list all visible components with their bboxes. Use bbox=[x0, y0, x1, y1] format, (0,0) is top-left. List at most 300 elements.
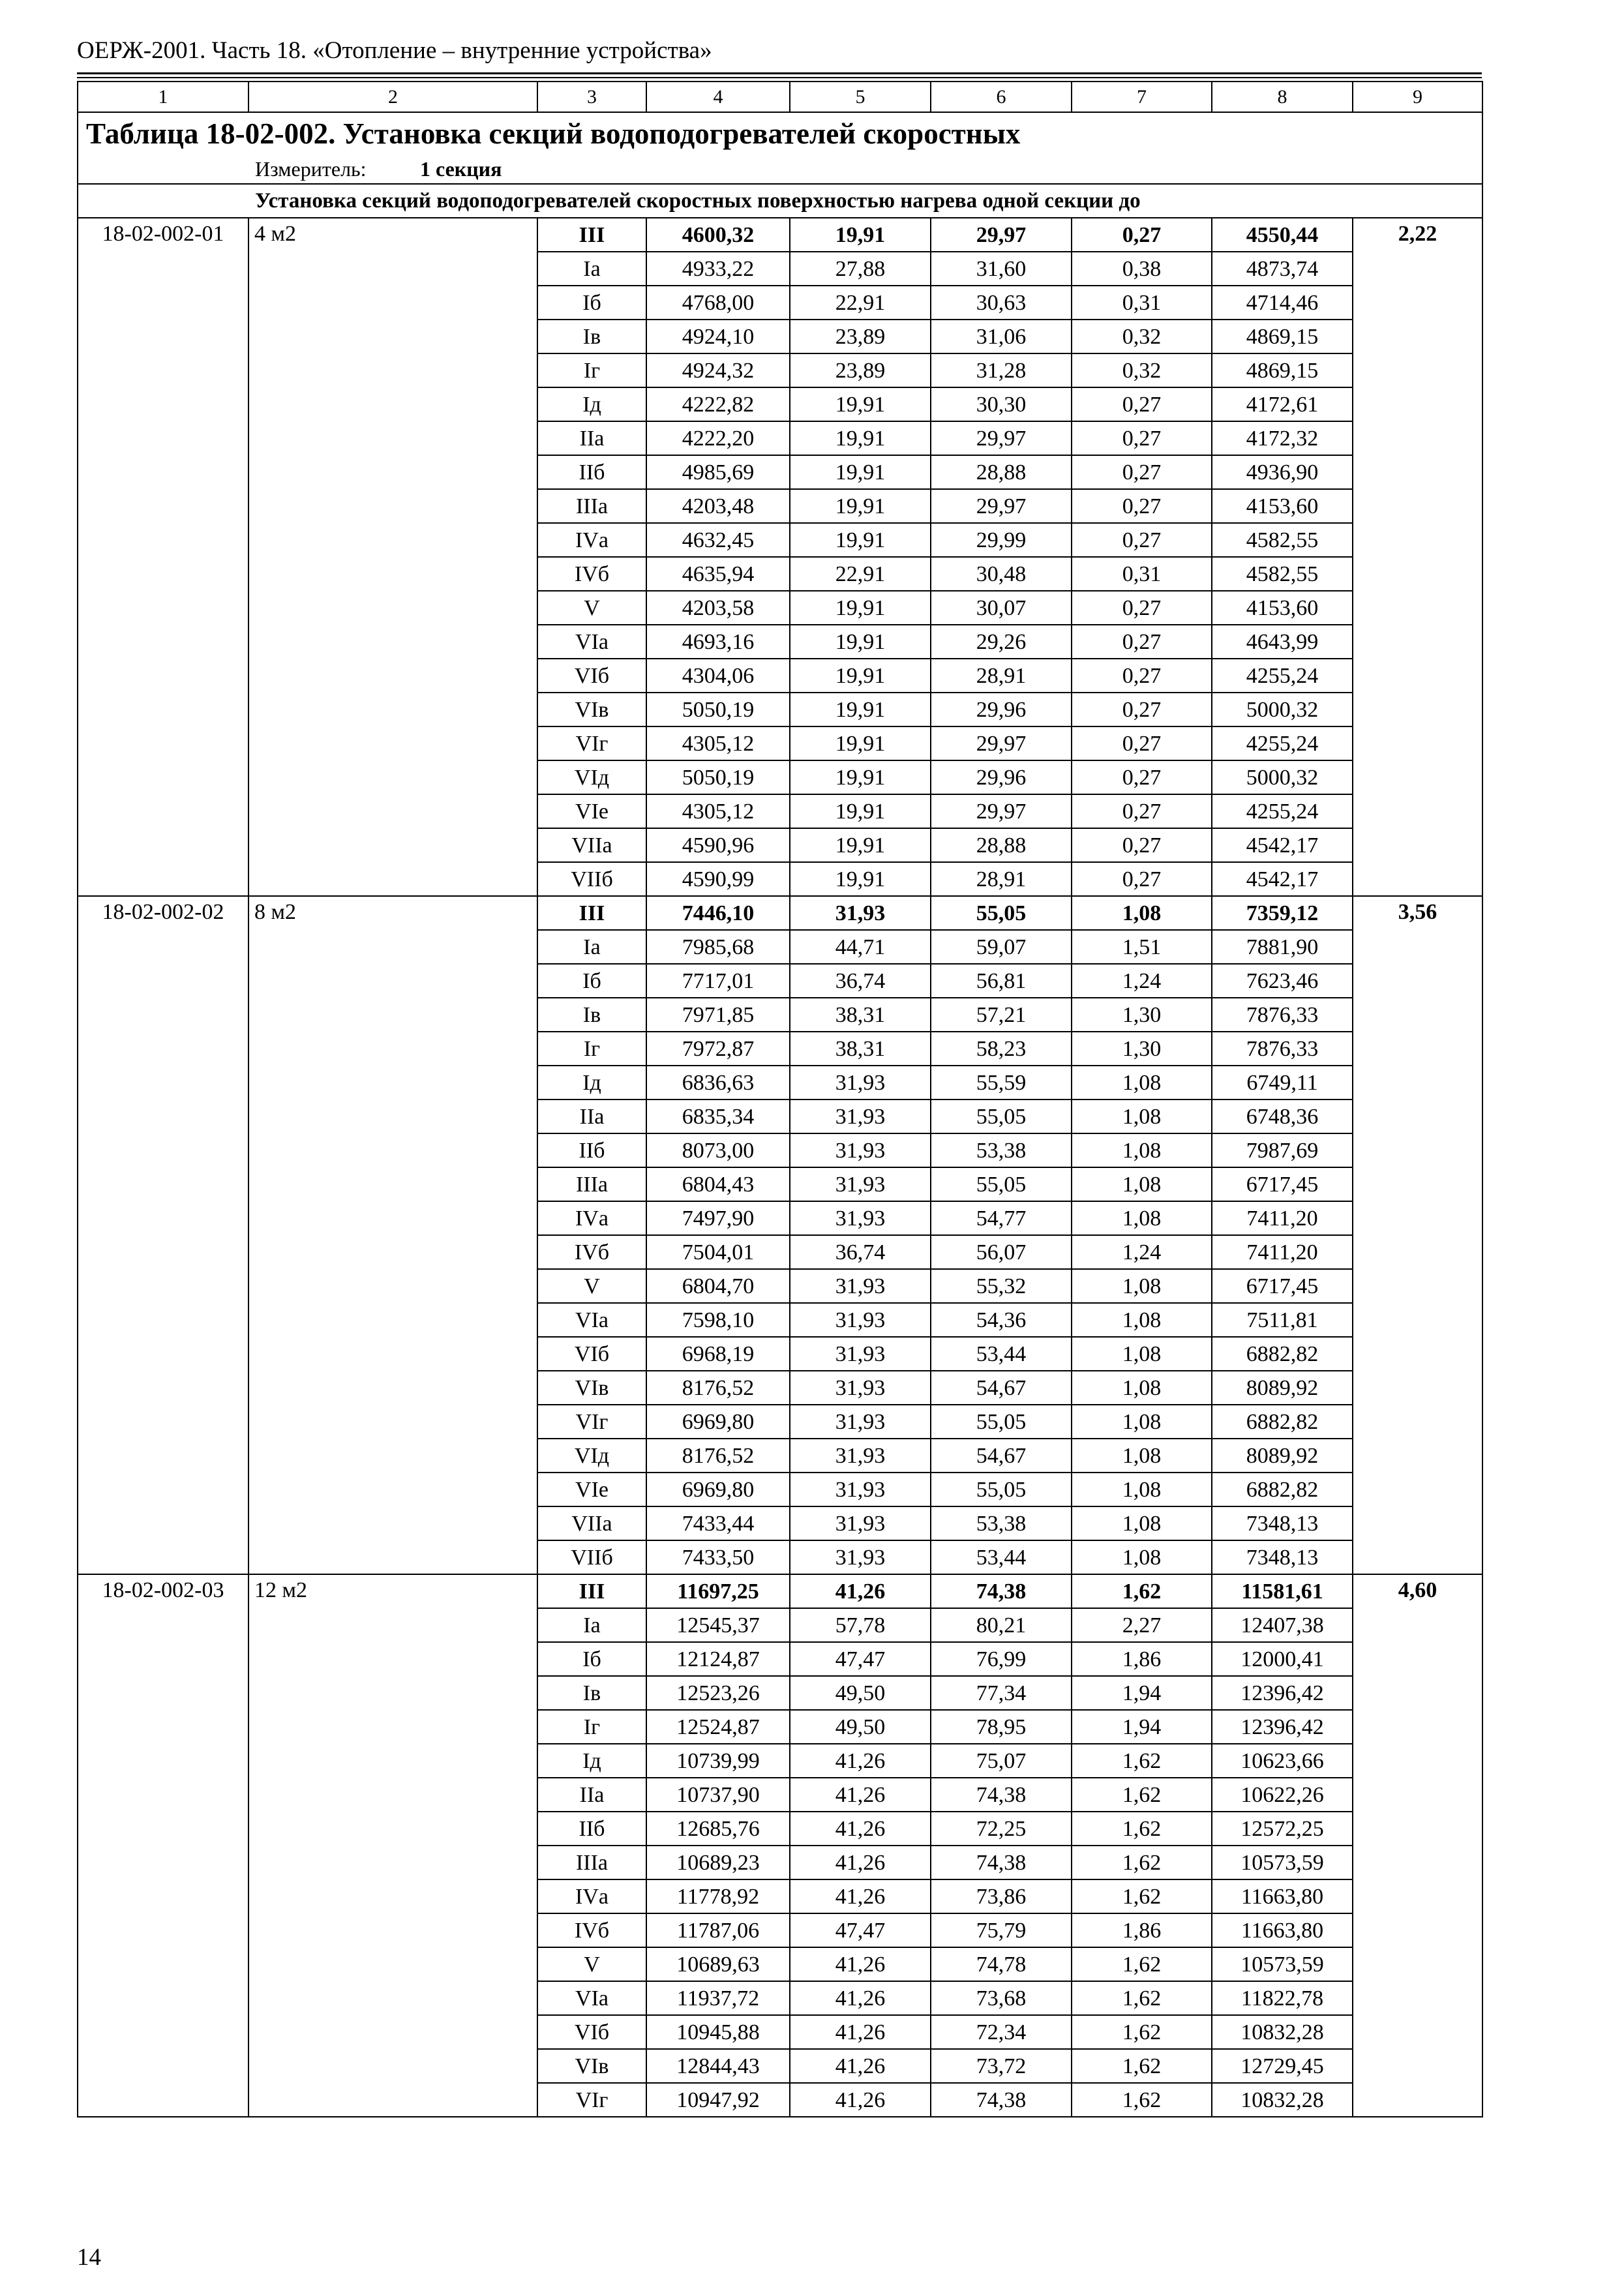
column-number: 4 bbox=[646, 82, 790, 112]
value-cell-col6: 29,97 bbox=[931, 218, 1072, 252]
value-cell-col5: 57,78 bbox=[790, 1608, 931, 1642]
value-cell-col4: 4924,32 bbox=[646, 353, 790, 387]
value-cell-col4: 12685,76 bbox=[646, 1812, 790, 1846]
value-cell-col4: 11937,72 bbox=[646, 1981, 790, 2015]
value-cell-col8: 4936,90 bbox=[1212, 455, 1353, 489]
value-cell-col8: 12000,41 bbox=[1212, 1642, 1353, 1676]
column-number: 1 bbox=[78, 82, 248, 112]
value-cell-col8: 5000,32 bbox=[1212, 760, 1353, 794]
tech-group-cell: VIб bbox=[537, 2015, 646, 2049]
tech-group-cell: VIIа bbox=[537, 1506, 646, 1540]
value-cell-col8: 11581,61 bbox=[1212, 1574, 1353, 1608]
value-cell-col7: 1,08 bbox=[1072, 1540, 1212, 1574]
value-cell-col7: 1,94 bbox=[1072, 1710, 1212, 1744]
header-rule-thin bbox=[77, 77, 1482, 78]
page-number: 14 bbox=[77, 2244, 101, 2271]
value-cell-col8: 12407,38 bbox=[1212, 1608, 1353, 1642]
value-cell-col8: 4582,55 bbox=[1212, 557, 1353, 591]
value-cell-col6: 55,05 bbox=[931, 1473, 1072, 1506]
value-cell-col6: 72,34 bbox=[931, 2015, 1072, 2049]
tech-group-cell: IIа bbox=[537, 1778, 646, 1812]
tech-group-cell: VIе bbox=[537, 1473, 646, 1506]
column-number: 7 bbox=[1072, 82, 1212, 112]
tech-group-cell: Iг bbox=[537, 353, 646, 387]
value-cell-col5: 41,26 bbox=[790, 1846, 931, 1879]
table-body bbox=[78, 82, 1482, 2117]
item-name: 12 м2 bbox=[248, 1574, 537, 2117]
value-cell-col5: 19,91 bbox=[790, 659, 931, 693]
value-cell-col6: 75,07 bbox=[931, 1744, 1072, 1778]
value-cell-col5: 31,93 bbox=[790, 1540, 931, 1574]
value-cell-col6: 53,38 bbox=[931, 1506, 1072, 1540]
value-cell-col7: 0,27 bbox=[1072, 760, 1212, 794]
tech-group-cell: Iв bbox=[537, 1676, 646, 1710]
value-cell-col8: 12729,45 bbox=[1212, 2049, 1353, 2083]
value-cell-col8: 10623,66 bbox=[1212, 1744, 1353, 1778]
tech-group-cell: VIIб bbox=[537, 862, 646, 896]
tech-group-cell: VIа bbox=[537, 625, 646, 659]
value-cell-col6: 28,91 bbox=[931, 659, 1072, 693]
tech-group-cell: Iб bbox=[537, 286, 646, 320]
value-cell-col8: 4714,46 bbox=[1212, 286, 1353, 320]
value-cell-col8: 5000,32 bbox=[1212, 693, 1353, 726]
value-cell-col7: 1,08 bbox=[1072, 1337, 1212, 1371]
tech-group-cell: Iд bbox=[537, 1066, 646, 1100]
tech-group-cell: Iд bbox=[537, 387, 646, 421]
tech-group-cell: Iа bbox=[537, 1608, 646, 1642]
value-cell-col7: 0,27 bbox=[1072, 794, 1212, 828]
value-cell-col5: 31,93 bbox=[790, 1167, 931, 1201]
tech-group-cell: VIб bbox=[537, 1337, 646, 1371]
value-cell-col6: 73,86 bbox=[931, 1879, 1072, 1913]
item-code: 18-02-002-02 bbox=[78, 896, 248, 1574]
value-cell-col5: 19,91 bbox=[790, 693, 931, 726]
value-cell-col8: 6882,82 bbox=[1212, 1337, 1353, 1371]
value-cell-col7: 1,62 bbox=[1072, 1744, 1212, 1778]
value-cell-col8: 8089,92 bbox=[1212, 1439, 1353, 1473]
tech-group-cell: IVа bbox=[537, 1201, 646, 1235]
value-cell-col4: 4203,48 bbox=[646, 489, 790, 523]
tech-group-cell: VIд bbox=[537, 760, 646, 794]
value-cell-col7: 0,32 bbox=[1072, 353, 1212, 387]
section-heading-row bbox=[78, 184, 1482, 218]
value-cell-col4: 6836,63 bbox=[646, 1066, 790, 1100]
value-cell-col6: 29,97 bbox=[931, 794, 1072, 828]
value-cell-col8: 4172,61 bbox=[1212, 387, 1353, 421]
value-cell-col6: 55,59 bbox=[931, 1066, 1072, 1100]
tech-group-cell: Iд bbox=[537, 1744, 646, 1778]
tech-group-cell: Iа bbox=[537, 930, 646, 964]
value-cell-col7: 1,08 bbox=[1072, 1506, 1212, 1540]
value-cell-col4: 8176,52 bbox=[646, 1439, 790, 1473]
value-cell-col8: 11663,80 bbox=[1212, 1879, 1353, 1913]
value-cell-col4: 4768,00 bbox=[646, 286, 790, 320]
value-cell-col8: 4582,55 bbox=[1212, 523, 1353, 557]
value-cell-col5: 31,93 bbox=[790, 1371, 931, 1405]
value-cell-col5: 19,91 bbox=[790, 523, 931, 557]
tech-group-cell: VIв bbox=[537, 693, 646, 726]
value-cell-col6: 31,06 bbox=[931, 320, 1072, 353]
value-cell-col4: 6804,70 bbox=[646, 1269, 790, 1303]
value-cell-col6: 73,68 bbox=[931, 1981, 1072, 2015]
value-cell-col8: 7359,12 bbox=[1212, 896, 1353, 930]
tech-group-cell: III bbox=[537, 218, 646, 252]
value-cell-col4: 7971,85 bbox=[646, 998, 790, 1032]
value-cell-col5: 31,93 bbox=[790, 1506, 931, 1540]
value-cell-col6: 73,72 bbox=[931, 2049, 1072, 2083]
value-cell-col5: 36,74 bbox=[790, 964, 931, 998]
value-cell-col4: 7504,01 bbox=[646, 1235, 790, 1269]
value-cell-col6: 28,88 bbox=[931, 455, 1072, 489]
value-cell-col6: 74,38 bbox=[931, 2083, 1072, 2117]
value-cell-col6: 78,95 bbox=[931, 1710, 1072, 1744]
meter-cell bbox=[78, 155, 1482, 184]
value-cell-col6: 28,88 bbox=[931, 828, 1072, 862]
value-cell-col8: 12396,42 bbox=[1212, 1676, 1353, 1710]
value-cell-col8: 11663,80 bbox=[1212, 1913, 1353, 1947]
value-cell-col5: 22,91 bbox=[790, 286, 931, 320]
value-cell-col8: 7881,90 bbox=[1212, 930, 1353, 964]
value-cell-col6: 55,05 bbox=[931, 1167, 1072, 1201]
tech-group-cell: VIг bbox=[537, 2083, 646, 2117]
value-cell-col8: 4643,99 bbox=[1212, 625, 1353, 659]
value-cell-col4: 10947,92 bbox=[646, 2083, 790, 2117]
value-cell-col7: 1,62 bbox=[1072, 1879, 1212, 1913]
value-cell-col5: 19,91 bbox=[790, 455, 931, 489]
tech-group-cell: IVа bbox=[537, 1879, 646, 1913]
value-cell-col6: 54,67 bbox=[931, 1371, 1072, 1405]
value-cell-col5: 41,26 bbox=[790, 2015, 931, 2049]
value-cell-col6: 29,97 bbox=[931, 726, 1072, 760]
value-cell-col8: 4550,44 bbox=[1212, 218, 1353, 252]
value-cell-col7: 1,62 bbox=[1072, 1947, 1212, 1981]
value-cell-col5: 31,93 bbox=[790, 1473, 931, 1506]
title-row bbox=[78, 112, 1482, 155]
value-cell-col4: 12844,43 bbox=[646, 2049, 790, 2083]
value-cell-col8: 10573,59 bbox=[1212, 1947, 1353, 1981]
value-cell-col7: 0,27 bbox=[1072, 523, 1212, 557]
value-cell-col5: 19,91 bbox=[790, 794, 931, 828]
value-cell-col4: 4222,20 bbox=[646, 421, 790, 455]
value-cell-col8: 7411,20 bbox=[1212, 1235, 1353, 1269]
value-cell-col8: 4255,24 bbox=[1212, 794, 1353, 828]
value-cell-col7: 1,62 bbox=[1072, 1812, 1212, 1846]
value-cell-col6: 31,60 bbox=[931, 252, 1072, 286]
value-cell-col5: 31,93 bbox=[790, 1337, 931, 1371]
value-cell-col5: 31,93 bbox=[790, 1133, 931, 1167]
header-rule bbox=[77, 72, 1482, 74]
value-cell-col7: 1,08 bbox=[1072, 1371, 1212, 1405]
column-number: 5 bbox=[790, 82, 931, 112]
value-cell-col7: 0,31 bbox=[1072, 286, 1212, 320]
value-cell-col5: 41,26 bbox=[790, 1879, 931, 1913]
value-cell-col5: 27,88 bbox=[790, 252, 931, 286]
tech-group-cell: IIIа bbox=[537, 1846, 646, 1879]
value-cell-col4: 7717,01 bbox=[646, 964, 790, 998]
value-cell-col7: 0,27 bbox=[1072, 218, 1212, 252]
tech-group-cell: IVб bbox=[537, 1235, 646, 1269]
column-number: 6 bbox=[931, 82, 1072, 112]
value-cell-col8: 7623,46 bbox=[1212, 964, 1353, 998]
tech-group-cell: VIе bbox=[537, 794, 646, 828]
value-cell-col4: 10689,63 bbox=[646, 1947, 790, 1981]
tech-group-cell: VIд bbox=[537, 1439, 646, 1473]
column-number: 3 bbox=[537, 82, 646, 112]
tech-group-cell: IIIа bbox=[537, 489, 646, 523]
value-cell-col7: 1,08 bbox=[1072, 1439, 1212, 1473]
value-cell-col8: 4153,60 bbox=[1212, 591, 1353, 625]
value-cell-col4: 8073,00 bbox=[646, 1133, 790, 1167]
value-cell-col5: 38,31 bbox=[790, 998, 931, 1032]
value-cell-col8: 12572,25 bbox=[1212, 1812, 1353, 1846]
value-cell-col5: 41,26 bbox=[790, 1744, 931, 1778]
value-cell-col6: 80,21 bbox=[931, 1608, 1072, 1642]
value-cell-col5: 38,31 bbox=[790, 1032, 931, 1066]
value-cell-col4: 4693,16 bbox=[646, 625, 790, 659]
value-cell-col7: 1,86 bbox=[1072, 1642, 1212, 1676]
value-cell-col4: 7433,50 bbox=[646, 1540, 790, 1574]
value-cell-col7: 1,08 bbox=[1072, 1405, 1212, 1439]
value-cell-col7: 1,08 bbox=[1072, 1100, 1212, 1133]
value-cell-col7: 0,32 bbox=[1072, 320, 1212, 353]
value-cell-col8: 6748,36 bbox=[1212, 1100, 1353, 1133]
value-cell-col8: 4542,17 bbox=[1212, 828, 1353, 862]
value-cell-col5: 47,47 bbox=[790, 1642, 931, 1676]
extra-value: 4,60 bbox=[1353, 1574, 1482, 2117]
value-cell-col5: 31,93 bbox=[790, 1439, 931, 1473]
value-cell-col4: 4632,45 bbox=[646, 523, 790, 557]
value-cell-col7: 1,62 bbox=[1072, 2083, 1212, 2117]
meter-label: Измеритель: bbox=[255, 157, 367, 181]
item-name: 8 м2 bbox=[248, 896, 537, 1574]
value-cell-col7: 1,62 bbox=[1072, 2049, 1212, 2083]
value-cell-col4: 8176,52 bbox=[646, 1371, 790, 1405]
value-cell-col5: 31,93 bbox=[790, 1066, 931, 1100]
value-cell-col7: 0,27 bbox=[1072, 421, 1212, 455]
table-row bbox=[78, 1574, 1482, 1608]
table-row bbox=[78, 896, 1482, 930]
value-cell-col8: 6717,45 bbox=[1212, 1269, 1353, 1303]
value-cell-col7: 0,27 bbox=[1072, 693, 1212, 726]
value-cell-col6: 76,99 bbox=[931, 1642, 1072, 1676]
value-cell-col5: 19,91 bbox=[790, 387, 931, 421]
value-cell-col4: 10739,99 bbox=[646, 1744, 790, 1778]
value-cell-col4: 7446,10 bbox=[646, 896, 790, 930]
value-cell-col4: 10945,88 bbox=[646, 2015, 790, 2049]
tech-group-cell: Iб bbox=[537, 964, 646, 998]
value-cell-col7: 1,24 bbox=[1072, 964, 1212, 998]
value-cell-col7: 1,62 bbox=[1072, 1778, 1212, 1812]
value-cell-col4: 4985,69 bbox=[646, 455, 790, 489]
value-cell-col7: 1,62 bbox=[1072, 1981, 1212, 2015]
value-cell-col4: 4305,12 bbox=[646, 726, 790, 760]
column-number: 9 bbox=[1353, 82, 1482, 112]
value-cell-col7: 2,27 bbox=[1072, 1608, 1212, 1642]
value-cell-col7: 0,27 bbox=[1072, 489, 1212, 523]
value-cell-col6: 30,30 bbox=[931, 387, 1072, 421]
tech-group-cell: VIв bbox=[537, 2049, 646, 2083]
value-cell-col8: 7348,13 bbox=[1212, 1540, 1353, 1574]
value-cell-col7: 0,27 bbox=[1072, 659, 1212, 693]
tech-group-cell: Iб bbox=[537, 1642, 646, 1676]
value-cell-col5: 41,26 bbox=[790, 1778, 931, 1812]
value-cell-col5: 31,93 bbox=[790, 1303, 931, 1337]
tech-group-cell: Iв bbox=[537, 320, 646, 353]
tech-group-cell: Iа bbox=[537, 252, 646, 286]
value-cell-col6: 53,38 bbox=[931, 1133, 1072, 1167]
value-cell-col6: 30,48 bbox=[931, 557, 1072, 591]
value-cell-col6: 77,34 bbox=[931, 1676, 1072, 1710]
tech-group-cell: Iг bbox=[537, 1710, 646, 1744]
value-cell-col8: 4255,24 bbox=[1212, 726, 1353, 760]
column-number-row bbox=[78, 82, 1482, 112]
value-cell-col8: 4255,24 bbox=[1212, 659, 1353, 693]
value-cell-col4: 12524,87 bbox=[646, 1710, 790, 1744]
value-cell-col7: 1,62 bbox=[1072, 2015, 1212, 2049]
value-cell-col4: 4924,10 bbox=[646, 320, 790, 353]
tech-group-cell: IIб bbox=[537, 1812, 646, 1846]
value-cell-col5: 41,26 bbox=[790, 2049, 931, 2083]
value-cell-col4: 12523,26 bbox=[646, 1676, 790, 1710]
value-cell-col6: 31,28 bbox=[931, 353, 1072, 387]
value-cell-col7: 1,08 bbox=[1072, 1167, 1212, 1201]
tech-group-cell: IIа bbox=[537, 421, 646, 455]
value-cell-col6: 74,38 bbox=[931, 1574, 1072, 1608]
value-cell-col8: 10622,26 bbox=[1212, 1778, 1353, 1812]
section-heading: Установка секций водоподогревателей скоростных поверхностью нагрева одной секции до bbox=[78, 184, 1482, 218]
value-cell-col8: 4873,74 bbox=[1212, 252, 1353, 286]
value-cell-col6: 74,38 bbox=[931, 1778, 1072, 1812]
tech-group-cell: III bbox=[537, 896, 646, 930]
value-cell-col7: 0,27 bbox=[1072, 455, 1212, 489]
value-cell-col7: 1,08 bbox=[1072, 896, 1212, 930]
value-cell-col8: 10573,59 bbox=[1212, 1846, 1353, 1879]
value-cell-col5: 44,71 bbox=[790, 930, 931, 964]
extra-value: 3,56 bbox=[1353, 896, 1482, 1574]
value-cell-col8: 4542,17 bbox=[1212, 862, 1353, 896]
value-cell-col8: 10832,28 bbox=[1212, 2083, 1353, 2117]
value-cell-col6: 29,96 bbox=[931, 760, 1072, 794]
value-cell-col7: 1,08 bbox=[1072, 1201, 1212, 1235]
tech-group-cell: V bbox=[537, 591, 646, 625]
value-cell-col7: 1,62 bbox=[1072, 1846, 1212, 1879]
value-cell-col5: 31,93 bbox=[790, 1201, 931, 1235]
value-cell-col5: 19,91 bbox=[790, 489, 931, 523]
value-cell-col7: 1,62 bbox=[1072, 1574, 1212, 1608]
value-cell-col6: 55,32 bbox=[931, 1269, 1072, 1303]
value-cell-col7: 1,94 bbox=[1072, 1676, 1212, 1710]
value-cell-col7: 1,30 bbox=[1072, 998, 1212, 1032]
value-cell-col6: 55,05 bbox=[931, 1100, 1072, 1133]
extra-value: 2,22 bbox=[1353, 218, 1482, 896]
value-cell-col8: 8089,92 bbox=[1212, 1371, 1353, 1405]
value-cell-col5: 41,26 bbox=[790, 1981, 931, 2015]
value-cell-col7: 1,08 bbox=[1072, 1066, 1212, 1100]
value-cell-col6: 29,26 bbox=[931, 625, 1072, 659]
value-cell-col8: 12396,42 bbox=[1212, 1710, 1353, 1744]
value-cell-col6: 75,79 bbox=[931, 1913, 1072, 1947]
value-cell-col4: 11787,06 bbox=[646, 1913, 790, 1947]
value-cell-col5: 41,26 bbox=[790, 1947, 931, 1981]
value-cell-col6: 55,05 bbox=[931, 896, 1072, 930]
value-cell-col4: 7598,10 bbox=[646, 1303, 790, 1337]
value-cell-col7: 0,27 bbox=[1072, 625, 1212, 659]
value-cell-col4: 12124,87 bbox=[646, 1642, 790, 1676]
tech-group-cell: VIIб bbox=[537, 1540, 646, 1574]
value-cell-col5: 19,91 bbox=[790, 591, 931, 625]
value-cell-col6: 56,81 bbox=[931, 964, 1072, 998]
value-cell-col6: 59,07 bbox=[931, 930, 1072, 964]
value-cell-col4: 6969,80 bbox=[646, 1473, 790, 1506]
value-cell-col4: 4600,32 bbox=[646, 218, 790, 252]
value-cell-col4: 7497,90 bbox=[646, 1201, 790, 1235]
value-cell-col5: 49,50 bbox=[790, 1710, 931, 1744]
value-cell-col6: 30,07 bbox=[931, 591, 1072, 625]
value-cell-col8: 4869,15 bbox=[1212, 353, 1353, 387]
tech-group-cell: VIв bbox=[537, 1371, 646, 1405]
value-cell-col5: 31,93 bbox=[790, 1100, 931, 1133]
value-cell-col4: 12545,37 bbox=[646, 1608, 790, 1642]
value-cell-col8: 7411,20 bbox=[1212, 1201, 1353, 1235]
value-cell-col6: 56,07 bbox=[931, 1235, 1072, 1269]
value-cell-col6: 74,38 bbox=[931, 1846, 1072, 1879]
value-cell-col5: 41,26 bbox=[790, 2083, 931, 2117]
value-cell-col4: 11778,92 bbox=[646, 1879, 790, 1913]
column-number: 8 bbox=[1212, 82, 1353, 112]
value-cell-col4: 4590,99 bbox=[646, 862, 790, 896]
value-cell-col8: 7876,33 bbox=[1212, 1032, 1353, 1066]
tech-group-cell: VIг bbox=[537, 726, 646, 760]
document-header: ОЕРЖ-2001. Часть 18. «Отопление – внутренние устройства» bbox=[77, 37, 712, 64]
value-cell-col4: 5050,19 bbox=[646, 760, 790, 794]
value-cell-col5: 47,47 bbox=[790, 1913, 931, 1947]
meter-row bbox=[78, 155, 1482, 184]
value-cell-col8: 6882,82 bbox=[1212, 1405, 1353, 1439]
value-cell-col6: 58,23 bbox=[931, 1032, 1072, 1066]
value-cell-col6: 54,77 bbox=[931, 1201, 1072, 1235]
item-code: 18-02-002-03 bbox=[78, 1574, 248, 2117]
value-cell-col6: 72,25 bbox=[931, 1812, 1072, 1846]
value-cell-col6: 53,44 bbox=[931, 1337, 1072, 1371]
value-cell-col8: 7987,69 bbox=[1212, 1133, 1353, 1167]
value-cell-col8: 7348,13 bbox=[1212, 1506, 1353, 1540]
value-cell-col5: 31,93 bbox=[790, 1269, 931, 1303]
value-cell-col8: 4172,32 bbox=[1212, 421, 1353, 455]
column-number: 2 bbox=[248, 82, 537, 112]
value-cell-col8: 6749,11 bbox=[1212, 1066, 1353, 1100]
value-cell-col4: 6969,80 bbox=[646, 1405, 790, 1439]
value-cell-col4: 10689,23 bbox=[646, 1846, 790, 1879]
value-cell-col7: 0,27 bbox=[1072, 591, 1212, 625]
value-cell-col5: 41,26 bbox=[790, 1812, 931, 1846]
value-cell-col4: 4933,22 bbox=[646, 252, 790, 286]
value-cell-col5: 36,74 bbox=[790, 1235, 931, 1269]
value-cell-col5: 19,91 bbox=[790, 625, 931, 659]
tech-group-cell: IIб bbox=[537, 455, 646, 489]
value-cell-col7: 1,08 bbox=[1072, 1269, 1212, 1303]
value-cell-col5: 19,91 bbox=[790, 726, 931, 760]
value-cell-col4: 4635,94 bbox=[646, 557, 790, 591]
tech-group-cell: IIб bbox=[537, 1133, 646, 1167]
value-cell-col6: 29,97 bbox=[931, 421, 1072, 455]
value-cell-col5: 41,26 bbox=[790, 1574, 931, 1608]
value-cell-col8: 4869,15 bbox=[1212, 320, 1353, 353]
value-cell-col7: 0,31 bbox=[1072, 557, 1212, 591]
value-cell-col6: 57,21 bbox=[931, 998, 1072, 1032]
tech-group-cell: IIа bbox=[537, 1100, 646, 1133]
tech-group-cell: Iг bbox=[537, 1032, 646, 1066]
value-cell-col7: 1,08 bbox=[1072, 1303, 1212, 1337]
